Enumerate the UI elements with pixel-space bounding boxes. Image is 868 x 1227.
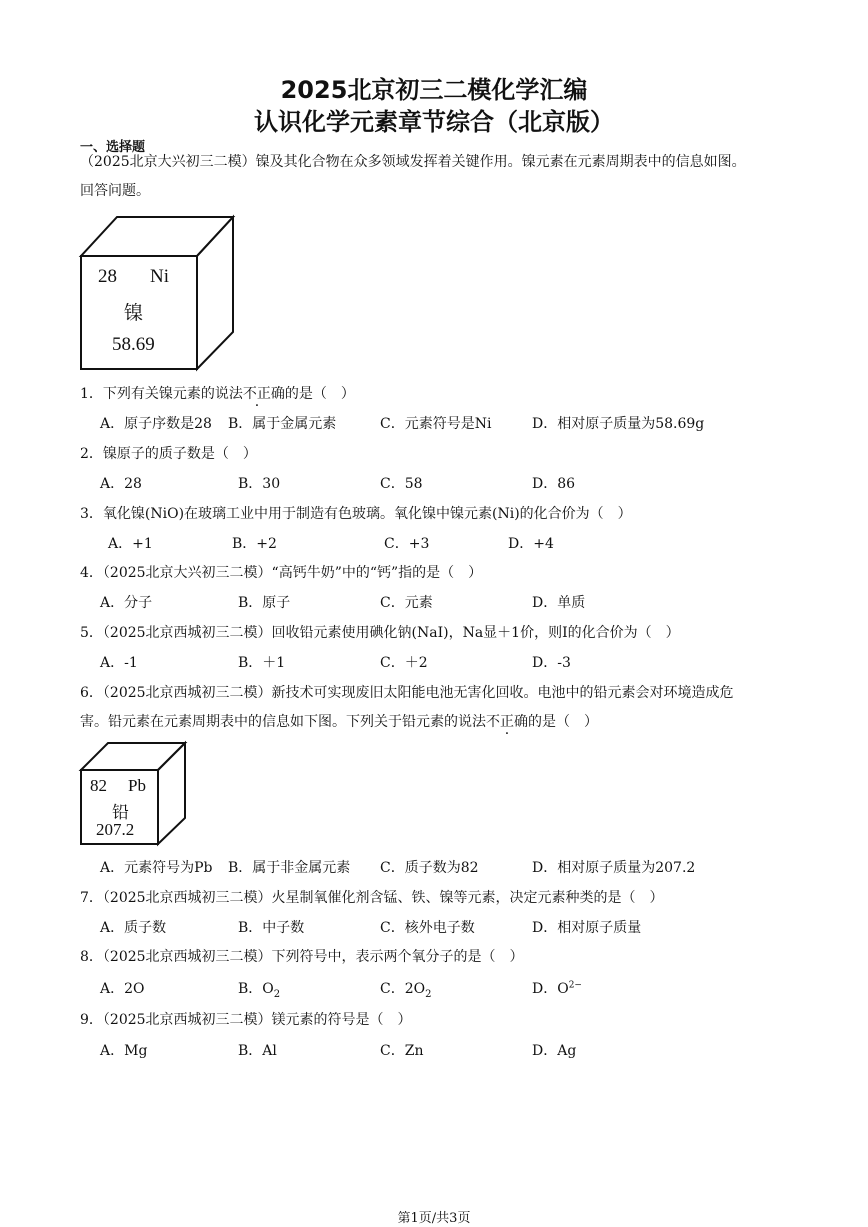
q2-option-a[interactable]: A．28 bbox=[100, 476, 142, 492]
q6-option-b[interactable]: B．属于非金属元素 bbox=[228, 860, 351, 876]
question-5-options bbox=[100, 652, 800, 672]
lead-atomic-mass: 207.2 bbox=[96, 820, 135, 839]
lead-name: 铅 bbox=[112, 803, 129, 822]
question-1 bbox=[80, 383, 820, 403]
intro-paragraph bbox=[80, 148, 800, 206]
q3-option-c[interactable]: C．+3 bbox=[384, 536, 430, 552]
q6-option-c[interactable]: C．质子数为82 bbox=[380, 860, 479, 876]
question-7: 7．（2025北京西城初三二模）火星制氧催化剂含锰、铁、镍等元素，决定元素种类的是（ ） bbox=[80, 890, 664, 906]
q9-option-d[interactable]: D．Ag bbox=[532, 1043, 577, 1059]
page-footer: 第1页/共3页 bbox=[397, 1211, 471, 1226]
lead-atomic-number: 82 bbox=[90, 776, 107, 795]
section-heading: 一、选择题 bbox=[80, 140, 146, 155]
q7-option-c[interactable]: C．核外电子数 bbox=[380, 920, 475, 936]
document-title-line2: 认识化学元素章节综合（北京版） bbox=[254, 108, 614, 136]
question-6-line1: 6．（2025北京西城初三二模）新技术可实现废旧太阳能电池无害化回收。电池中的铅元素会对环境造成危 bbox=[80, 685, 734, 701]
q2-option-b[interactable]: B．30 bbox=[238, 476, 281, 492]
q8-option-b-subscript: 2 bbox=[273, 988, 281, 1000]
q6-option-a[interactable]: A．元素符号为Pb bbox=[100, 860, 213, 876]
question-2: 2．镍原子的质子数是（ ） bbox=[80, 446, 257, 462]
question-8-options bbox=[100, 978, 800, 998]
question-6-options bbox=[100, 857, 800, 877]
question-6-text-post: 的是（ ） bbox=[528, 714, 598, 730]
q8-option-c-text: C．2O bbox=[380, 981, 426, 997]
document-title-line1: 2025北京初三二模化学汇编 bbox=[280, 76, 588, 104]
question-6-emphasis: 不正确 bbox=[486, 714, 528, 730]
q3-option-a[interactable]: A．+1 bbox=[108, 536, 153, 552]
q6-option-d[interactable]: D．相对原子质量为207.2 bbox=[532, 860, 696, 876]
q3-option-b[interactable]: B．+2 bbox=[232, 536, 277, 552]
q1-option-c[interactable]: C．元素符号是Ni bbox=[380, 416, 492, 432]
q8-option-d[interactable] bbox=[532, 978, 582, 998]
intro-line2: 回答问题。 bbox=[80, 183, 150, 199]
q7-option-b[interactable]: B．中子数 bbox=[238, 920, 305, 936]
q9-option-b[interactable]: B．Al bbox=[238, 1043, 277, 1059]
q9-option-c[interactable]: C．Zn bbox=[380, 1043, 424, 1059]
question-3-options bbox=[100, 533, 800, 553]
lead-symbol: Pb bbox=[128, 776, 146, 795]
nickel-element-card bbox=[78, 214, 238, 374]
q1-option-b[interactable]: B．属于金属元素 bbox=[228, 416, 337, 432]
lead-element-card bbox=[78, 740, 190, 848]
q5-option-d[interactable]: D．-3 bbox=[532, 655, 571, 671]
nickel-atomic-mass: 58.69 bbox=[112, 334, 155, 355]
q4-option-c[interactable]: C．元素 bbox=[380, 595, 433, 611]
question-6-text-pre: 害。铅元素在元素周期表中的信息如下图。下列关于铅元素的说法 bbox=[80, 714, 486, 730]
q7-option-d[interactable]: D．相对原子质量 bbox=[532, 920, 642, 936]
q8-option-c-subscript: 2 bbox=[425, 988, 432, 1000]
question-8: 8．（2025北京西城初三二模）下列符号中，表示两个氧分子的是（ ） bbox=[80, 949, 524, 965]
intro-line1: （2025北京大兴初三二模）镍及其化合物在众多领域发挥着关键作用。镍元素在元素周期表中的信息如图。 bbox=[80, 154, 746, 170]
q8-option-d-text: D．O bbox=[532, 981, 569, 997]
nickel-name: 镍 bbox=[124, 303, 144, 324]
question-5: 5．（2025北京西城初三二模）回收铅元素使用碘化钠(NaI)，Na显＋1价，则I的化合价为（ ） bbox=[80, 625, 680, 641]
q7-option-a[interactable]: A．质子数 bbox=[100, 920, 167, 936]
q5-option-c[interactable]: C．＋2 bbox=[380, 655, 428, 671]
q8-option-b[interactable] bbox=[238, 978, 280, 1000]
question-1-text-pre: 1．下列有关镍元素的说法 bbox=[80, 386, 243, 402]
q1-option-d[interactable]: D．相对原子质量为58.69g bbox=[532, 416, 705, 432]
q5-option-b[interactable]: B．＋1 bbox=[238, 655, 286, 671]
question-3: 3．氧化镍(NiO)在玻璃工业中用于制造有色玻璃。氧化镍中镍元素(Ni)的化合价为（ ） bbox=[80, 506, 632, 522]
q8-option-b-text: B．O bbox=[238, 981, 274, 997]
q3-option-d[interactable]: D．+4 bbox=[508, 536, 554, 552]
q8-option-a[interactable]: A．2O bbox=[100, 981, 145, 997]
nickel-symbol: Ni bbox=[150, 266, 169, 287]
question-1-options bbox=[100, 413, 800, 433]
q8-option-c[interactable] bbox=[380, 978, 431, 1000]
q2-option-d[interactable]: D．86 bbox=[532, 476, 576, 492]
q8-option-d-superscript: 2− bbox=[568, 980, 582, 991]
question-6-line2 bbox=[80, 711, 820, 731]
q4-option-b[interactable]: B．原子 bbox=[238, 595, 291, 611]
question-9-options bbox=[100, 1040, 800, 1060]
q9-option-a[interactable]: A．Mg bbox=[100, 1043, 148, 1059]
q4-option-a[interactable]: A．分子 bbox=[100, 595, 153, 611]
question-7-options bbox=[100, 917, 800, 937]
question-2-options bbox=[100, 473, 800, 493]
nickel-atomic-number: 28 bbox=[98, 266, 117, 287]
question-9: 9．（2025北京西城初三二模）镁元素的符号是（ ） bbox=[80, 1012, 412, 1028]
question-4: 4．（2025北京大兴初三二模）“高钙牛奶”中的“钙”指的是（ ） bbox=[80, 565, 483, 581]
question-1-text-post: 确的是（ ） bbox=[270, 386, 355, 402]
q2-option-c[interactable]: C．58 bbox=[380, 476, 423, 492]
question-1-emphasis: 不正 bbox=[242, 386, 271, 402]
q5-option-a[interactable]: A．-1 bbox=[100, 655, 138, 671]
nickel-cube-outline bbox=[78, 214, 238, 374]
q4-option-d[interactable]: D．单质 bbox=[532, 595, 586, 611]
q1-option-a[interactable]: A．原子序数是28 bbox=[100, 416, 212, 432]
question-4-options bbox=[100, 592, 800, 612]
